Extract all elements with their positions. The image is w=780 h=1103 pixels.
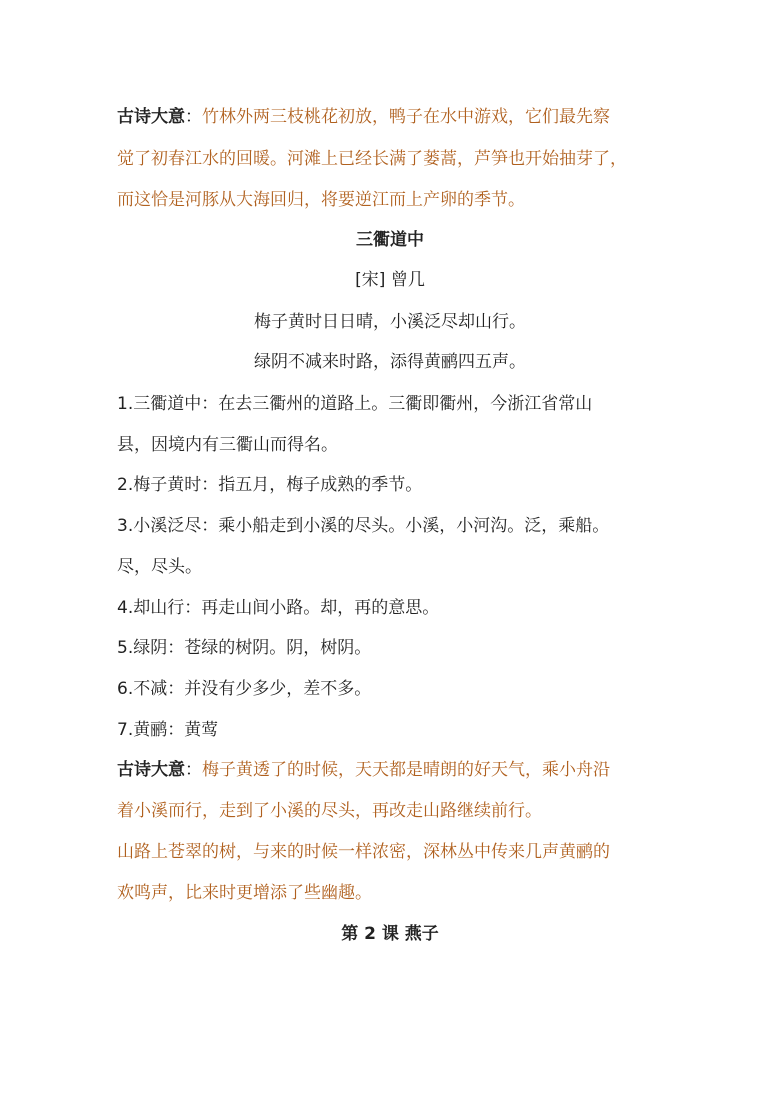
note-line: 县，因境内有三衢山而得名。	[117, 435, 338, 455]
meaning-paragraph-1-line-1	[117, 106, 610, 128]
meaning-paragraph-2-line-3: 山路上苍翠的树，与来的时候一样浓密，深林丛中传来几声黄鹂的	[117, 842, 610, 862]
meaning-label: 古诗大意	[117, 760, 185, 780]
meaning-text: 竹林外两三枝桃花初放，鸭子在水中游戏，它们最先察	[202, 107, 610, 127]
meaning-paragraph-1-line-2: 觉了初春江水的回暖。河滩上已经长满了蒌蒿，芦笋也开始抽芽了，	[117, 149, 627, 169]
note-line: 3.小溪泛尽：乘小船走到小溪的尽头。小溪，小河沟。泛，乘船。	[117, 516, 610, 536]
meaning-paragraph-2-line-2: 着小溪而行，走到了小溪的尽头，再改走山路继续前行。	[117, 801, 542, 821]
meaning-text: 梅子黄透了的时候，天天都是晴朗的好天气，乘小舟沿	[202, 760, 610, 780]
meaning-paragraph-2-line-4: 欢鸣声，比来时更增添了些幽趣。	[117, 883, 372, 903]
meaning-colon: ：	[185, 760, 202, 780]
meaning-paragraph-1-line-3: 而这恰是河豚从大海回归，将要逆江而上产卵的季节。	[117, 190, 525, 210]
poem-author: [宋] 曾几	[355, 270, 425, 290]
meaning-label: 古诗大意	[117, 107, 185, 127]
note-line: 7.黄鹂：黄莺	[117, 720, 219, 740]
note-line: 1.三衢道中：在去三衢州的道路上。三衢即衢州，今浙江省常山	[117, 394, 593, 414]
meaning-colon: ：	[185, 107, 202, 127]
poem-line-2: 绿阴不减来时路，添得黄鹂四五声。	[254, 352, 526, 372]
note-line: 4.却山行：再走山间小路。却，再的意思。	[117, 598, 440, 618]
note-line: 5.绿阴：苍绿的树阴。阴，树阴。	[117, 638, 372, 658]
meaning-paragraph-2-line-1	[117, 759, 610, 781]
note-line: 6.不减：并没有少多少，差不多。	[117, 679, 372, 699]
next-lesson-title: 第 2 课 燕子	[341, 924, 439, 944]
note-line: 尽，尽头。	[117, 557, 202, 577]
note-line: 2.梅子黄时：指五月，梅子成熟的季节。	[117, 475, 423, 495]
poem-line-1: 梅子黄时日日晴，小溪泛尽却山行。	[254, 312, 526, 332]
poem-title: 三衢道中	[356, 230, 424, 250]
